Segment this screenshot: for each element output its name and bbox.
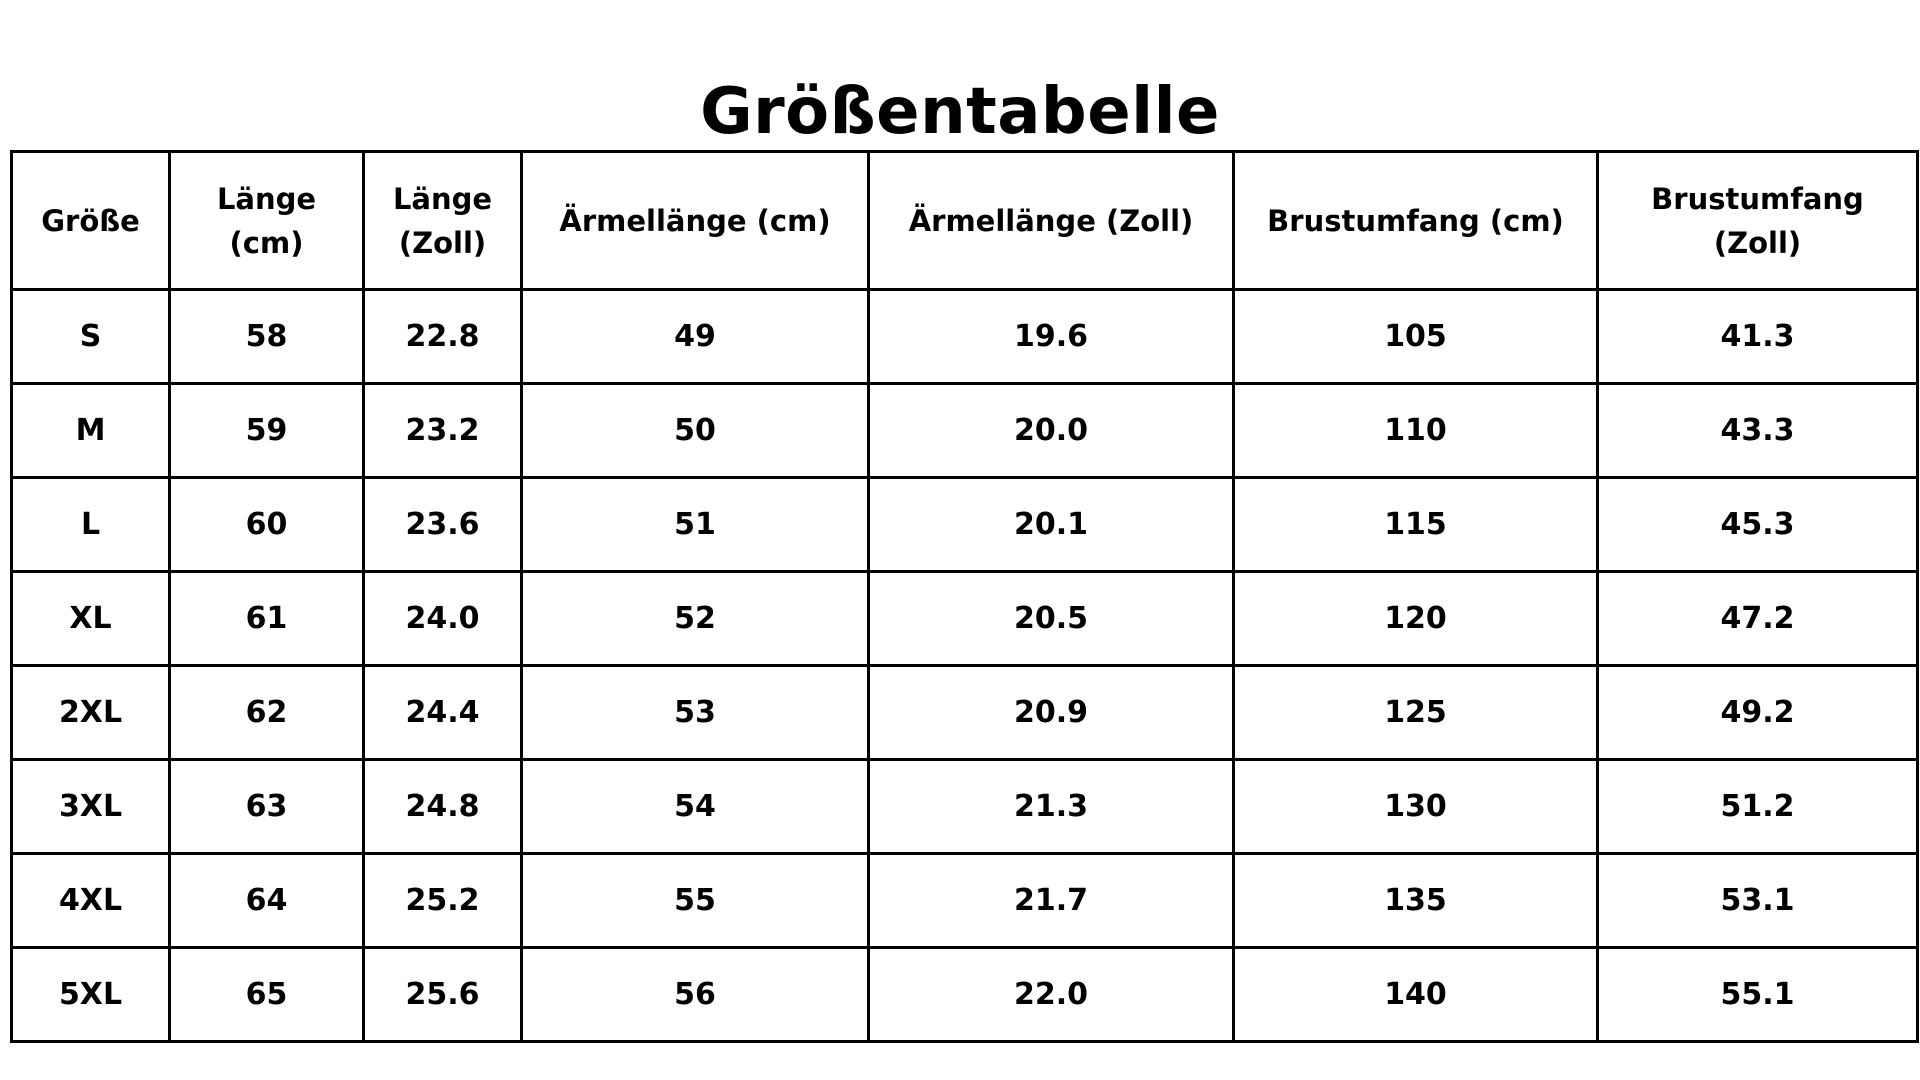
table-row	[12, 666, 1918, 760]
header-cell-sleeve-cm	[522, 152, 869, 290]
cell-size: 5XL	[12, 948, 170, 1042]
header-text: Brustumfang	[1651, 181, 1864, 216]
table-row	[12, 384, 1918, 478]
cell-chest-cm: 125	[1234, 666, 1598, 760]
cell-chest-inch: 55.1	[1598, 948, 1918, 1042]
cell-sleeve-inch: 19.6	[869, 290, 1234, 384]
cell-chest-inch: 45.3	[1598, 478, 1918, 572]
cell-chest-inch: 47.2	[1598, 572, 1918, 666]
cell-size: 3XL	[12, 760, 170, 854]
size-chart-table	[10, 150, 1919, 1043]
cell-chest-cm: 105	[1234, 290, 1598, 384]
header-row	[12, 152, 1918, 290]
cell-length-inch: 24.8	[364, 760, 522, 854]
cell-chest-inch: 43.3	[1598, 384, 1918, 478]
cell-chest-inch: 49.2	[1598, 666, 1918, 760]
cell-length-cm: 61	[170, 572, 364, 666]
table-row	[12, 478, 1918, 572]
table-row	[12, 948, 1918, 1042]
header-cell-chest-inch	[1598, 152, 1918, 290]
cell-size: M	[12, 384, 170, 478]
cell-length-inch: 23.6	[364, 478, 522, 572]
cell-length-inch: 24.4	[364, 666, 522, 760]
cell-length-inch: 22.8	[364, 290, 522, 384]
header-unit: (Zoll)	[1713, 225, 1802, 260]
table-row	[12, 572, 1918, 666]
cell-chest-inch: 41.3	[1598, 290, 1918, 384]
header-text: Ärmellänge (cm)	[559, 203, 831, 238]
header-text: Brustumfang (cm)	[1267, 203, 1564, 238]
table-header	[12, 152, 1918, 290]
cell-sleeve-inch: 20.1	[869, 478, 1234, 572]
cell-length-cm: 64	[170, 854, 364, 948]
cell-sleeve-inch: 20.5	[869, 572, 1234, 666]
cell-chest-inch: 53.1	[1598, 854, 1918, 948]
table-row	[12, 290, 1918, 384]
header-cell-sleeve-inch	[869, 152, 1234, 290]
header-text: Ärmellänge (Zoll)	[908, 203, 1194, 238]
cell-sleeve-inch: 21.7	[869, 854, 1234, 948]
table-row	[12, 854, 1918, 948]
cell-length-inch: 25.2	[364, 854, 522, 948]
cell-sleeve-cm: 52	[522, 572, 869, 666]
cell-chest-cm: 135	[1234, 854, 1598, 948]
cell-length-cm: 60	[170, 478, 364, 572]
cell-size: XL	[12, 572, 170, 666]
cell-length-inch: 24.0	[364, 572, 522, 666]
cell-sleeve-inch: 20.0	[869, 384, 1234, 478]
header-cell-length-inch	[364, 152, 522, 290]
cell-length-cm: 58	[170, 290, 364, 384]
cell-sleeve-cm: 56	[522, 948, 869, 1042]
cell-sleeve-cm: 54	[522, 760, 869, 854]
header-cell-chest-cm	[1234, 152, 1598, 290]
header-cell-length-cm	[170, 152, 364, 290]
header-unit: (Zoll)	[398, 225, 487, 260]
table-row	[12, 760, 1918, 854]
cell-size: L	[12, 478, 170, 572]
cell-size: S	[12, 290, 170, 384]
cell-sleeve-cm: 49	[522, 290, 869, 384]
header-text: Größe	[41, 203, 140, 238]
cell-length-cm: 62	[170, 666, 364, 760]
header-text: Länge	[392, 181, 493, 216]
cell-sleeve-inch: 20.9	[869, 666, 1234, 760]
header-cell-size	[12, 152, 170, 290]
cell-sleeve-cm: 55	[522, 854, 869, 948]
table-body	[12, 290, 1918, 1042]
header-unit: (cm)	[229, 225, 304, 260]
cell-length-cm: 63	[170, 760, 364, 854]
cell-chest-cm: 115	[1234, 478, 1598, 572]
cell-sleeve-cm: 51	[522, 478, 869, 572]
cell-size: 4XL	[12, 854, 170, 948]
cell-length-cm: 65	[170, 948, 364, 1042]
cell-length-inch: 23.2	[364, 384, 522, 478]
cell-size: 2XL	[12, 666, 170, 760]
header-text: Länge	[216, 181, 317, 216]
cell-length-cm: 59	[170, 384, 364, 478]
cell-chest-inch: 51.2	[1598, 760, 1918, 854]
cell-chest-cm: 120	[1234, 572, 1598, 666]
cell-length-inch: 25.6	[364, 948, 522, 1042]
page-title: Größentabelle	[700, 75, 1220, 149]
cell-chest-cm: 140	[1234, 948, 1598, 1042]
cell-chest-cm: 110	[1234, 384, 1598, 478]
cell-sleeve-inch: 22.0	[869, 948, 1234, 1042]
cell-sleeve-cm: 53	[522, 666, 869, 760]
cell-sleeve-cm: 50	[522, 384, 869, 478]
cell-sleeve-inch: 21.3	[869, 760, 1234, 854]
cell-chest-cm: 130	[1234, 760, 1598, 854]
